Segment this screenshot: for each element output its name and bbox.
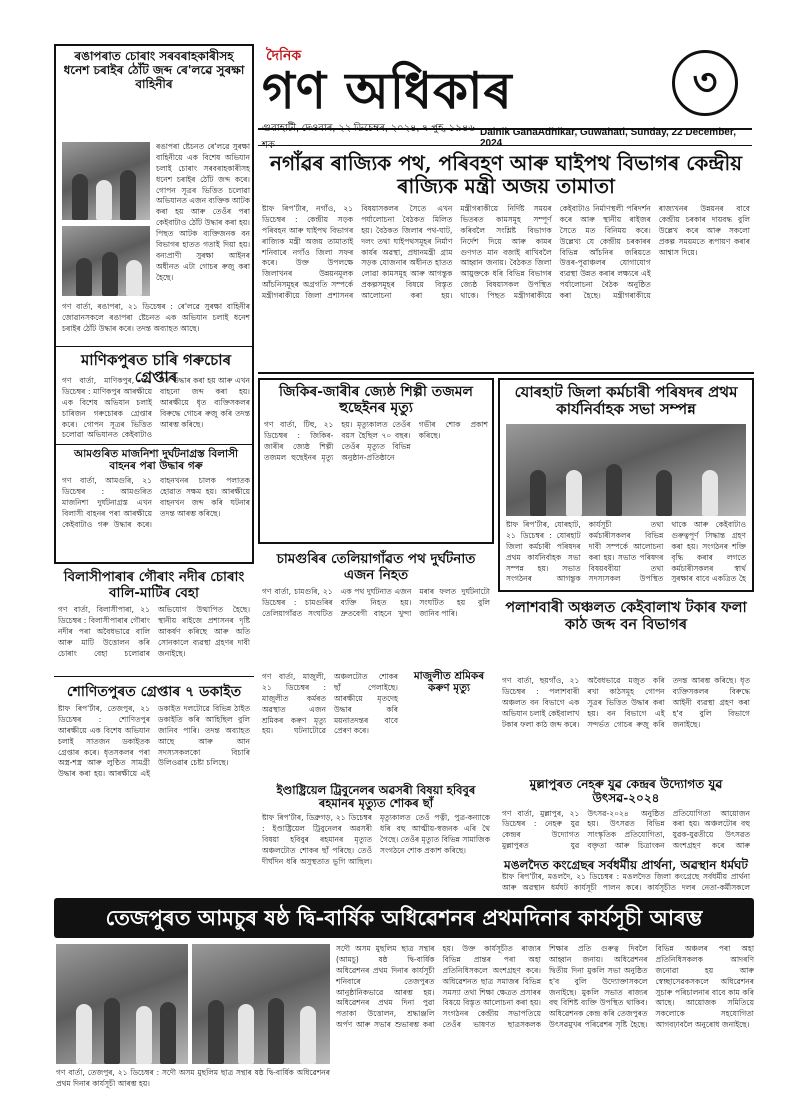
left-a5-body: ষ্টাফ ৰিপ'ৰ্টাৰ, তেজপুৰ, ২১ ডিচেম্বৰ : শোণিতপুৰ আৰক্ষীয়ে এক বিশেষ অভিযান চলাই সাতজন ডকাইতক গ্ৰেপ্তাৰ কৰে। ধৃতসকলৰ পৰা অস্ত্ৰ-শস্ত্ৰ আৰু লুণ্ঠিত সামগ্ৰী উদ্ধাৰ কৰা হয়। আৰক্ষীয়ে এই ডকাইত দলটোৱে বিভিন্ন ঠাইত ডকাইতি কৰি আহিছিল বুলি জানিব পাৰি। তদন্ত অব্যাহত আছে আৰু আন সদস্যসকলকো বিচাৰি উলিওৱাৰ চেষ্টা চলিছে। — [58, 704, 250, 779]
left-a2-headline: মাণিকপুৰত চাৰি গৰুচোৰ গ্ৰেপ্তাৰ — [80, 351, 232, 387]
dateline — [258, 122, 752, 151]
middle-m3-headline: মাজুলীত শ্ৰমিকৰ কৰুণ মৃত্যু — [413, 670, 485, 695]
left-a1-body: ৰঙাপৰা ষ্টেচনত ৰে'লৱে সুৰক্ষা বাহিনীয়ে এক বিশেষ অভিযান চলাই চোৰাং সৰবৰাহকাৰীসহ ধনেশ চৰাইৰ ঠোঁট জব্দ কৰে। গোপন সূত্ৰৰ ভিত্তিত চলোৱা অভিযানত এজন ব্যক্তিক আটক কৰা হয় আৰু তেওঁৰ পৰা কেইবাটাও ঠোঁট উদ্ধাৰ কৰা হয়। পিছত আটক ব্যক্তিজনক বন বিভাগৰ হাতত গতাই দিয়া হয়। বন্যপ্ৰাণী সুৰক্ষা আইনৰ অধীনত এটা গোচৰ ৰুজু কৰা হৈছে। — [156, 142, 250, 282]
dateline-assamese: গুৱাহাটী, দেওবাৰ, ২২ ডিচেম্বৰ, ২০২৪, ৭ পুহ, ১৯৪৬ শক — [262, 122, 475, 151]
middle-m3 — [404, 668, 494, 738]
bottom-body: সদৌ অসম মুছলিম ছাত্ৰ সন্থাৰ (আমচু) ষষ্ঠ দ্বি-বাৰ্ষিক অধিৱেশনৰ প্ৰথম দিনাৰ কাৰ্যসূচী শনিবাৰে তেজপুৰত আনুষ্ঠানিকভাৱে আৰম্ভ হয়। অধিৱেশনৰ প্ৰথম দিনা পুৱা পতাকা উত্তোলন, শ্ৰদ্ধাঞ্জলি অৰ্পণ আৰু সভাৰ শুভাৰম্ভ কৰা হয়। উক্ত কাৰ্যসূচীত ৰাজ্যৰ বিভিন্ন প্ৰান্তৰ পৰা অহা প্ৰতিনিধিসকলে অংশগ্ৰহণ কৰে। অধিৱেশনত ছাত্ৰ সমাজৰ বিভিন্ন সমস্যা তথা শিক্ষা ক্ষেত্ৰত প্ৰসাৰৰ বিষয়ে বিস্তৃত আলোচনা কৰা হয়। সংগঠনৰ কেন্দ্ৰীয় সভাপতিয়ে তেওঁৰ ভাষণত ছাত্ৰসকলক শিক্ষাৰ প্ৰতি গুৰুত্ব দিবলৈ আহ্বান জনায়। অধিৱেশনৰ দ্বিতীয় দিনা মুকলি সভা অনুষ্ঠিত হ'ব বুলি উদ্যোক্তাসকলে জনাইছে। মুকলি সভাত ৰাজ্যৰ বহু বিশিষ্ট ব্যক্তি উপস্থিত থাকিব। অধিৱেশনক কেন্দ্ৰ কৰি তেজপুৰত উৎসৱমুখৰ পৰিৱেশৰ সৃষ্টি হৈছে। বিভিন্ন অঞ্চলৰ পৰা অহা প্ৰতিনিধিসকলক আদৰণি জনোৱা হয় আৰু স্বেচ্ছাসেৱকসকলে অধিৱেশনৰ সুচাৰু পৰিচালনাৰ বাবে কাম কৰি আছে। আয়োজক সমিতিয়ে সকলোকে সহযোগিতা আগবঢ়াবলৈ অনুৰোধ জনাইছে। — [336, 944, 754, 1030]
middle-m2-body: গণ বাৰ্তা, চামগুৰি, ২১ ডিচেম্বৰ : চামগুৰিৰ তেলিয়াগাঁৱত সংঘটিত এক পথ দুৰ্ঘটনাত এজন ব্যক্তি নিহত হয়। দ্ৰুতবেগী বাহনে খুন্দা মৰাৰ ফলত দুৰ্ঘটনাটো সংঘটিত হয় বুলি জানিব পাৰি। — [262, 587, 490, 618]
right-r3-headline: মুল্লাপুৰত নেহৰু যুৱ কেন্দ্ৰৰ উদ্যোগত যুৱ উৎসৱ-২০২৪ — [529, 777, 723, 805]
right-r2-headline: পলাশবাৰী অঞ্চলত কেইবালাখ টকাৰ ফলা কাঠ জব্দ বন বিভাগৰ — [505, 599, 747, 633]
right-r2 — [498, 596, 754, 672]
right-r1-photo — [506, 424, 746, 516]
bottom-banner-headline: তেজপুৰত আমচুৰ ষষ্ঠ দ্বি-বাৰ্ষিক অধিৱেশনৰ প্ৰথমদিনাৰ কাৰ্যসূচী আৰম্ভ — [54, 898, 754, 938]
left-a4-body: গণ বাৰ্তা, বিলাসীপাৰা, ২১ ডিচেম্বৰ : বিলাসীপাৰাৰ গৌৰাং নদীৰ পৰা অবৈধভাৱে বালি আৰু মাটি উত্তোলন কৰি চোৰাং বেহা চলোৱাৰ অভিযোগ উত্থাপিত হৈছে। স্থানীয় ৰাইজে প্ৰশাসনৰ দৃষ্টি আকৰ্ষণ কৰিছে আৰু অতি সোনকালে ব্যৱস্থা গ্ৰহণৰ দাবী জনাইছে। — [58, 605, 250, 658]
right-r4-headline: মঙলদৈত কংগ্ৰেছৰ সৰ্বধৰ্মীয় প্ৰাৰ্থনা, অৱস্থান ধৰ্মঘট — [504, 857, 748, 872]
bottom-caption: গণ বাৰ্তা, তেজপুৰ, ২১ ডিচেম্বৰ : সদৌ অসম মুছলিম ছাত্ৰ সন্থাৰ ষষ্ঠ দ্বি-বাৰ্ষিক অধিৱেশনৰ প্ৰথম দিনাৰ কাৰ্যসূচী আৰম্ভ হয়। — [56, 1068, 330, 1088]
left-a2-body: গণ বাৰ্তা, মাণিকপুৰ, ২১ ডিচেম্বৰ : মাণিকপুৰ আৰক্ষীয়ে এক বিশেষ অভিযান চলাই চাৰিজন গৰুচোৰক গ্ৰেপ্তাৰ কৰে। গোপন সূত্ৰৰ ভিত্তিত চলোৱা অভিযানত কেইবাটাও গৰু উদ্ধাৰ কৰা হয় আৰু এখন বাহনো জব্দ কৰা হয়। আৰক্ষীয়ে ধৃত ব্যক্তিসকলৰ বিৰুদ্ধে গোচৰ ৰুজু কৰি তদন্ত আৰম্ভ কৰিছে। — [62, 376, 250, 440]
left-a3-body: গণ বাৰ্তা, আমগুৰি, ২১ ডিচেম্বৰ : আমগুৰিত মাজনিশা দুৰ্ঘটনাগ্ৰস্ত এখন বিলাসী বাহনৰ পৰা আৰক্ষীয়ে কেইবাটাও গৰু উদ্ধাৰ কৰে। বাহনখনৰ চালক পলাতক হোৱাত সক্ষম হয়। আৰক্ষীয়ে বাহনখন জব্দ কৰি ঘটনাৰ তদন্ত আৰম্ভ কৰিছে। — [62, 476, 250, 529]
right-r4-body: ষ্টাফ ৰিপ'ৰ্টাৰ, মঙলদৈ, ২১ ডিচেম্বৰ : মঙলদৈত জিলা কংগ্ৰেছে সৰ্বধৰ্মীয় প্ৰাৰ্থনা আৰু অৱস্থান ধৰ্মঘট কাৰ্যসূচী পালন কৰে। কাৰ্যসূচীত দলৰ নেতা-কৰ্মীসকলে — [502, 872, 750, 893]
bottom-photo-right — [192, 944, 330, 1064]
lead-body: ষ্টাফ ৰিপ'ৰ্টাৰ, নগাঁও, ২১ ডিচেম্বৰ : কেন্দ্ৰীয় সড়ক পৰিবহন আৰু ঘাইপথ বিভাগৰ ৰাজ্যিক মন্ত্ৰী অজয় তামাতাই শনিবাৰে নগাঁও জিলা সফৰ কৰে। উক্ত উপলক্ষে জিলাখনৰ উন্নয়নমূলক আঁচনিসমূহৰ অগ্ৰগতি সম্পৰ্কে মন্ত্ৰীগৰাকীয়ে জিলা প্ৰশাসনৰ বিষয়াসকলৰ সৈতে এখন পৰ্যালোচনা বৈঠকত মিলিত হয়। বৈঠকত জিলাৰ পথ-ঘাট, দলং তথা ঘাইপথসমূহৰ নিৰ্মাণ কাৰ্যৰ অৱস্থা, প্ৰধানমন্ত্ৰী গ্ৰাম সড়ক যোজনাৰ অধীনত হাতত লোৱা কামসমূহ আৰু আগন্তুক প্ৰকল্পসমূহৰ বিষয়ে বিস্তৃত আলোচনা কৰা হয়। মন্ত্ৰীগৰাকীয়ে নিৰ্দিষ্ট সময়ৰ ভিতৰত কামসমূহ সম্পূৰ্ণ কৰিবলৈ সংশ্লিষ্ট বিভাগক নিৰ্দেশ দিয়ে আৰু কামৰ গুণগত মান বজাই ৰাখিবলৈ আহ্বান জনায়। বৈঠকত জিলা আয়ুক্তকে ধৰি বিভিন্ন বিভাগৰ জ্যেষ্ঠ বিষয়াসকল উপস্থিত থাকে। পিছত মন্ত্ৰীগৰাকীয়ে কেইবাটাও নিৰ্মাণস্থলী পৰিদৰ্শন কৰে আৰু স্থানীয় ৰাইজৰ সৈতে মত বিনিময় কৰে। উল্লেখ্য যে কেন্দ্ৰীয় চৰকাৰৰ বিভিন্ন আঁচনিৰ জৰিয়তে উত্তৰ-পূৱাঞ্চলৰ যোগাযোগ ব্যৱস্থা উন্নত কৰাৰ লক্ষ্যৰে এই পৰ্যালোচনা বৈঠক অনুষ্ঠিত কৰা হৈছে। মন্ত্ৰীগৰাকীয়ে ৰাজ্যখনৰ উন্নয়নৰ বাবে কেন্দ্ৰীয় চৰকাৰ দায়বদ্ধ বুলি উল্লেখ কৰে আৰু সকলো প্ৰকল্প সময়মতে ৰূপায়ণ কৰাৰ আশ্বাস দিয়ে। — [262, 204, 750, 300]
right-r2-body: গণ বাৰ্তা, ছয়গাঁও, ২১ ডিচেম্বৰ : পলাশবাৰী অঞ্চলত বন বিভাগে এক অভিযান চলাই কেইবালাখ টকাৰ ফলা কাঠ জব্দ কৰে। অবৈধভাৱে মজুত কৰি ৰখা কাঠসমূহ গোপন সূত্ৰৰ ভিত্তিত উদ্ধাৰ কৰা হয়। বন বিভাগে এই সন্দৰ্ভত গোচৰ ৰুজু কৰি তদন্ত আৰম্ভ কৰিছে। ধৃত ব্যক্তিসকলৰ বিৰুদ্ধে আইনী ব্যৱস্থা গ্ৰহণ কৰা হ'ব বুলি বিভাগে জনাইছে। — [502, 676, 750, 729]
right-r1 — [498, 378, 754, 592]
masthead-small-title: দৈনিক — [266, 48, 302, 64]
left-a1-photo-2 — [62, 226, 150, 296]
middle-m1-headline: জিকিৰ-জাৰীৰ জ্যেষ্ঠ শিল্পী তজমল হুছেইনৰ মৃত্যু — [279, 384, 473, 417]
middle-m2-headline: চামগুৰিৰ তেলিয়াগাঁৱত পথ দুৰ্ঘটনাত এজন নিহত — [276, 551, 476, 583]
middle-m1-body: গণ বাৰ্তা, টিহু, ২১ ডিচেম্বৰ : জিকিৰ-জাৰীৰ জ্যেষ্ঠ শিল্পী তজমল হুছেইনৰ মৃত্যু হয়। মৃত্যুকালত তেওঁৰ বয়স হৈছিল ৭০ বছৰ। তেওঁৰ মৃত্যুত বিভিন্ন অনুষ্ঠান-প্ৰতিষ্ঠানে গভীৰ শোক প্ৰকাশ কৰিছে। — [264, 420, 488, 462]
right-r3-body: গণ বাৰ্তা, মুল্লাপুৰ, ২১ ডিচেম্বৰ : নেহৰু যুৱ কেন্দ্ৰৰ উদ্যোগত মুল্লাপুৰত যুৱ উৎসৱ-২০২৪ অনুষ্ঠিত হয়। উৎসৱত বিভিন্ন সাংস্কৃতিক প্ৰতিযোগিতা, বক্তৃতা আৰু চিত্ৰাংকন প্ৰতিযোগিতা আয়োজন কৰা হয়। অঞ্চলটোৰ বহু যুৱক-যুৱতীয়ে উৎসৱত অংশগ্ৰহণ কৰে আৰু — [502, 808, 750, 851]
left-a1-headline: ৰঙাপৰাত চোৰাং সৰবৰাহকাৰীসহ ধনেশ চৰাইৰ ঠোঁট জব্দ ৰে'লৱে সুৰক্ষা বাহিনীৰ — [63, 49, 245, 91]
middle-m2 — [258, 548, 494, 668]
right-r1-body: ষ্টাফ ৰিপ'ৰ্টাৰ, যোৰহাট, ২১ ডিচেম্বৰ : যোৰহাট জিলা কৰ্মচাৰী পৰিষদৰ প্ৰথম কাৰ্যনিৰ্বাহক সভা সম্পন্ন হয়। সভাত সংগঠনৰ আগন্তুক কাৰ্যসূচী তথা কৰ্মচাৰীসকলৰ বিভিন্ন দাবী সম্পৰ্কে আলোচনা কৰা হয়। সভাত পৰিষদৰ বিষয়ববীয়া তথা সদস্যসকল উপস্থিত থাকে আৰু কেইবাটাও গুৰুত্বপূৰ্ণ সিদ্ধান্ত গ্ৰহণ কৰা হয়। সংগঠনৰ শক্তি বৃদ্ধি কৰাৰ লগতে কৰ্মচাৰীসকলৰ স্বাৰ্থ সুৰক্ষাৰ বাবে একত্ৰিত হৈ — [506, 520, 746, 584]
lead-headline: নগাঁৱৰ ৰাজ্যিক পথ, পৰিবহণ আৰু ঘাইপথ বিভাগৰ কেন্দ্ৰীয় ৰাজ্যিক মন্ত্ৰী অজয় তামাতা — [270, 151, 742, 198]
left-a4 — [54, 566, 254, 676]
bottom-photo-left — [56, 944, 188, 1064]
right-r2-text — [498, 672, 754, 772]
masthead-name: গণ অধিকাৰ — [262, 61, 513, 120]
left-a5 — [54, 680, 254, 894]
middle-m4-body: ষ্টাফ ৰিপ'ৰ্টাৰ, ডিব্ৰুগড়, ২১ ডিচেম্বৰ : ইণ্ডাষ্ট্ৰিয়েল ট্ৰিবুনেলৰ অৱসৰী বিষয়া হবিবুৰ ৰহমানৰ মৃত্যুত অঞ্চলটোত শোকৰ ছাঁ পৰিছে। তেওঁ দীৰ্ঘদিন ধৰি অসুস্থতাত ভুগি আছিল। মৃত্যুকালত তেওঁ পত্নী, পুত্ৰ-কন্যাকে ধৰি বহু আত্মীয়-স্বজনক এৰি থৈ গৈছে। তেওঁৰ মৃত্যুত বিভিন্ন সামাজিক সংগঠনে শোক প্ৰকাশ কৰিছে। — [262, 813, 490, 866]
left-a1-body-2: গণ বাৰ্তা, ৰঙাপৰা, ২১ ডিচেম্বৰ : ৰে'লৱে সুৰক্ষা বাহিনীৰ জোৱানসকলে ৰঙাপৰা ষ্টেচনত এক অভিযান চলাই ধনেশ চৰাইৰ ঠোঁট উদ্ধাৰ কৰে। তদন্ত অব্যাহত আছে। — [62, 302, 250, 333]
left-article-box — [54, 44, 254, 564]
left-a5-headline: শোণিতপুৰত গ্ৰেপ্তাৰ ৭ ডকাইত — [66, 684, 242, 700]
right-r1-headline: যোৰহাট জিলা কৰ্মচাৰী পৰিষদৰ প্ৰথম কাৰ্যনিৰ্বাহক সভা সম্পন্ন — [514, 383, 738, 419]
page-number-badge: ৩ — [672, 50, 738, 116]
left-a1-photo — [62, 142, 150, 220]
right-r3-r4 — [498, 774, 754, 894]
left-a3-headline: আমগুৰিত মাজনিশা দুৰ্ঘটনাগ্ৰস্ত বিলাসী বাহনৰ পৰা উদ্ধাৰ গৰু — [73, 448, 239, 473]
middle-m3-text — [258, 668, 402, 778]
dateline-english: Dainik GanaAdhikar, Guwahati, Sunday, 22 December, 2024 — [479, 126, 736, 149]
middle-m1 — [258, 378, 494, 544]
masthead — [258, 44, 748, 130]
middle-m4 — [258, 780, 494, 894]
middle-m3-body: গণ বাৰ্তা, মাজুলী, ২১ ডিচেম্বৰ : মাজুলীত কৰ্মৰত অৱস্থাত এজন শ্ৰমিকৰ কৰুণ মৃত্যু হয়। ঘটনাটোৱে অঞ্চলটোত শোকৰ ছাঁ পেলাইছে। আৰক্ষীয়ে মৃতদেহ উদ্ধাৰ কৰি ময়নাতদন্তৰ বাবে প্ৰেৰণ কৰে। — [262, 672, 398, 736]
left-a4-headline: বিলাসীপাৰাৰ গৌৰাং নদীৰ চোৰাং বালি-মাটিৰ বেহা — [63, 569, 245, 601]
middle-m4-headline: ইণ্ডাষ্ট্ৰিয়েল ট্ৰিবুনেলৰ অৱসৰী বিষয়া হবিবুৰ ৰহমানৰ মৃত্যুত শোকৰ ছাঁ — [276, 783, 476, 811]
lead-article — [258, 148, 754, 372]
